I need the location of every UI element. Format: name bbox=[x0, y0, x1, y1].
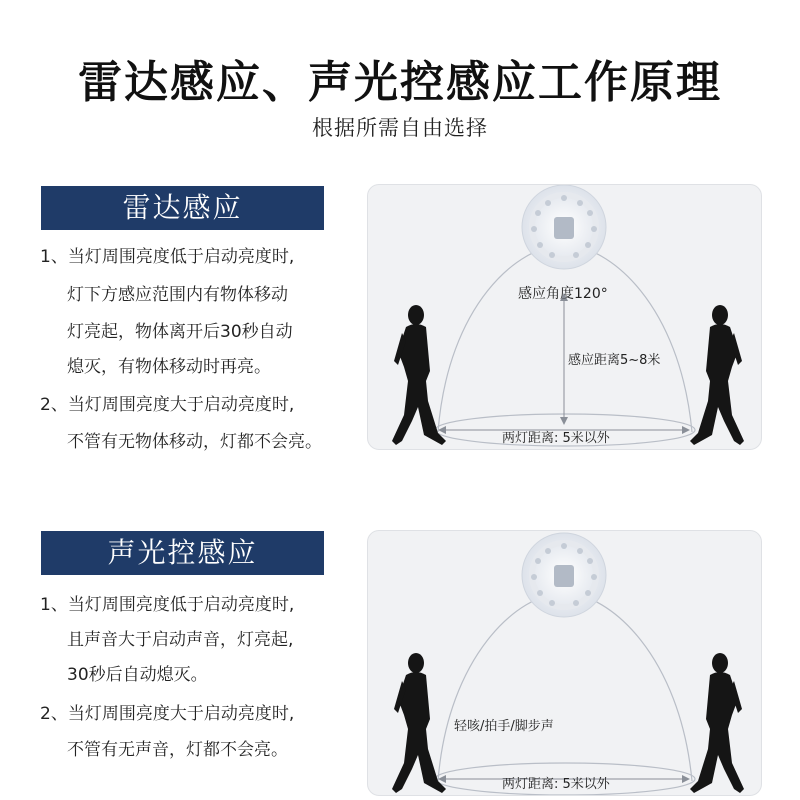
walking-person-silhouette-icon bbox=[392, 653, 446, 793]
sound-detection-arc bbox=[438, 593, 692, 781]
radar-line-1: 1、当灯周围亮度低于启动亮度时, bbox=[40, 247, 295, 267]
page-subtitle: 根据所需自由选择 bbox=[312, 116, 488, 140]
radar-distance-label: 感应距离5~8米 bbox=[568, 353, 661, 368]
sound-line-4: 2、当灯周围亮度大于启动亮度时, bbox=[40, 704, 295, 724]
walking-person-silhouette-icon bbox=[392, 305, 446, 445]
radar-section-header: 雷达感应 bbox=[41, 186, 324, 230]
sound-section-header: 声光控感应 bbox=[41, 531, 324, 575]
sound-line-5: 不管有无声音，灯都不会亮。 bbox=[67, 740, 288, 760]
radar-diagram-panel bbox=[367, 184, 762, 450]
sound-diagram-panel bbox=[367, 530, 762, 796]
radar-line-6: 不管有无物体移动，灯都不会亮。 bbox=[67, 432, 322, 452]
walking-person-silhouette-icon bbox=[690, 653, 744, 793]
radar-line-2: 灯下方感应范围内有物体移动 bbox=[67, 285, 288, 305]
radar-spacing-label: 两灯距离: 5米以外 bbox=[502, 431, 610, 446]
radar-line-5: 2、当灯周围亮度大于启动亮度时, bbox=[40, 395, 295, 415]
walking-person-silhouette-icon bbox=[690, 305, 744, 445]
radar-diagram bbox=[368, 185, 761, 449]
sound-line-2: 且声音大于启动声音，灯亮起, bbox=[67, 630, 294, 650]
sound-line-3: 30秒后自动熄灭。 bbox=[67, 665, 208, 685]
sound-trigger-label: 轻咳/拍手/脚步声 bbox=[454, 719, 554, 734]
radar-angle-label: 感应角度120° bbox=[518, 286, 608, 302]
led-ceiling-module-icon bbox=[522, 533, 606, 617]
sound-spacing-label: 两灯距离: 5米以外 bbox=[502, 777, 610, 792]
sound-line-1: 1、当灯周围亮度低于启动亮度时, bbox=[40, 595, 295, 615]
radar-line-4: 熄灭，有物体移动时再亮。 bbox=[67, 357, 271, 377]
radar-line-3: 灯亮起，物体离开后30秒自动 bbox=[67, 322, 293, 342]
page-title: 雷达感应、声光控感应工作原理 bbox=[78, 57, 722, 108]
led-ceiling-module-icon bbox=[522, 185, 606, 269]
sound-diagram bbox=[368, 531, 761, 795]
radar-detection-arc bbox=[438, 245, 692, 432]
